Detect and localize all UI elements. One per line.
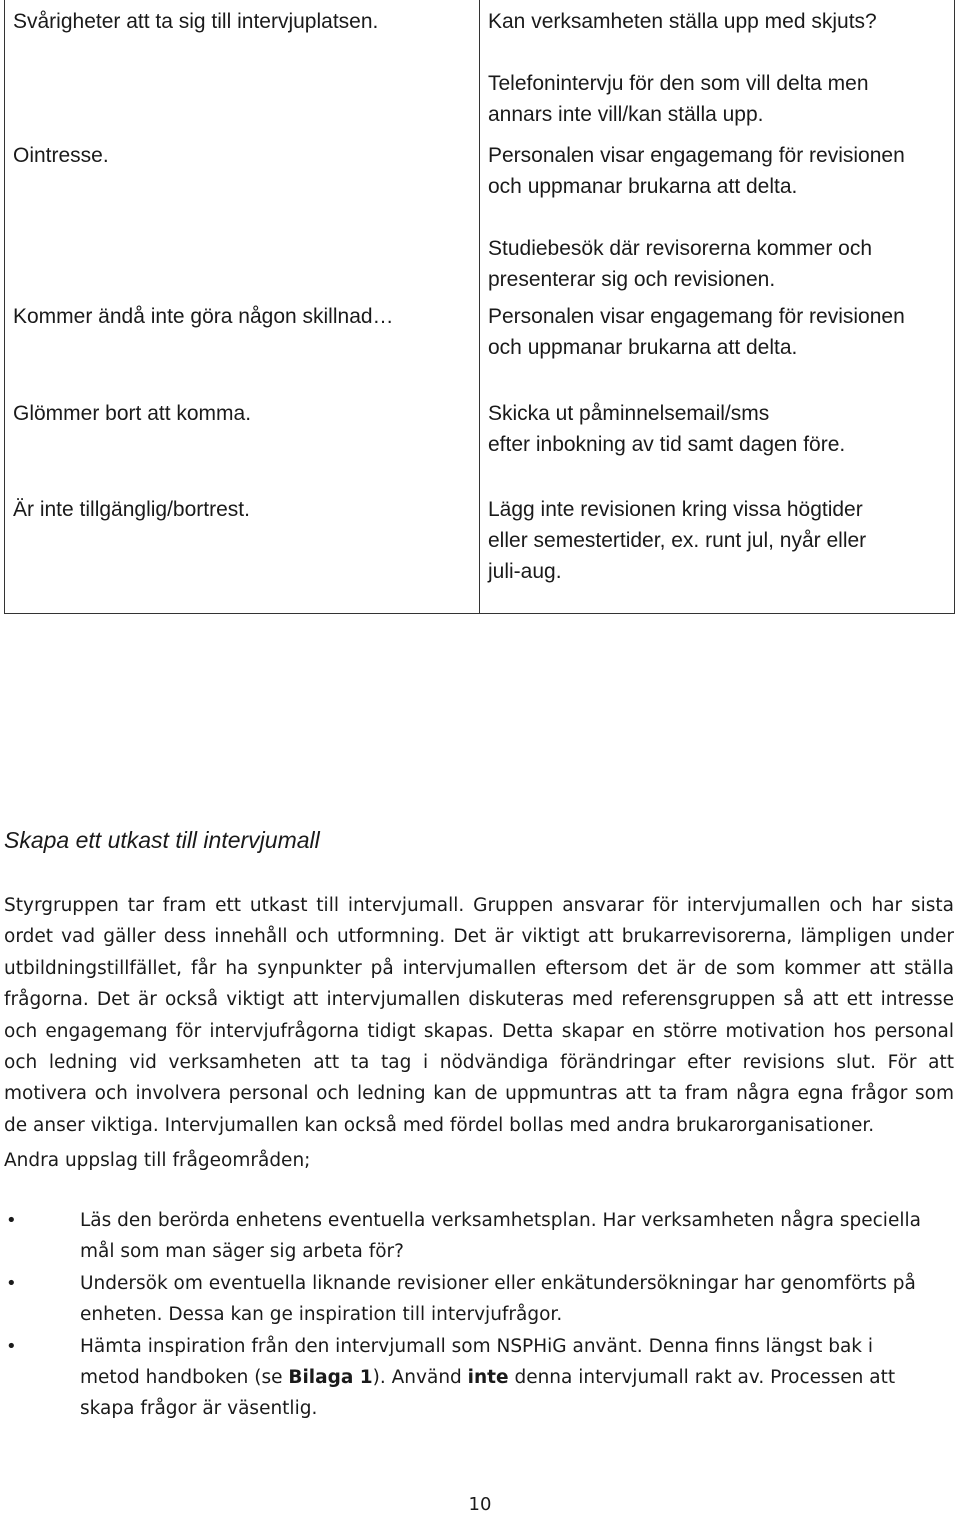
solution-text: Personalen visar engagemang för revisionen och uppmanar brukarna att delta. Studiebesök där revisorerna kommer och presenterar sig och revisionen. (488, 144, 905, 291)
solution-cell (480, 134, 955, 295)
barriers-solutions-table (4, 0, 955, 614)
barrier-cell (5, 392, 480, 488)
barrier-text: Kommer ändå inte göra någon skillnad… (13, 305, 394, 328)
barrier-cell (5, 134, 480, 295)
table-row (5, 295, 955, 392)
bullet-icon: • (6, 1335, 17, 1357)
barrier-cell (5, 488, 480, 614)
table-row (5, 392, 955, 488)
section-heading: Skapa ett utkast till intervjumall (4, 827, 320, 853)
table-row (5, 488, 955, 614)
list-item (4, 1268, 934, 1331)
solution-text: Kan verksamheten ställa upp med skjuts? Telefonintervju för den som vill delta men annars inte vill/kan ställa upp. (488, 10, 877, 126)
solution-cell (480, 295, 955, 392)
barrier-text: Är inte tillgänglig/bortrest. (13, 498, 250, 521)
list-text-part: denna intervjumall rakt av. Processen att skapa frågor är väsentlig. (80, 1367, 896, 1420)
solution-text: Skicka ut påminnelsemail/sms efter inbokning av tid samt dagen före. (488, 402, 846, 456)
list-text-part: Hämta inspiration från den intervjumall som NSPHiG använt. Denna finns längst bak i metod handboken (se (80, 1335, 874, 1389)
barrier-text: Glömmer bort att komma. (13, 402, 252, 425)
table-row (5, 134, 955, 295)
emphasis-not: inte (467, 1367, 509, 1389)
solution-text: Personalen visar engagemang för revisionen och uppmanar brukarna att delta. (488, 305, 905, 359)
list-item-text: Undersök om eventuella liknande revisioner eller enkätundersökningar har genomförts på enheten. Dessa kan ge inspiration till intervjufrågor. (80, 1272, 916, 1326)
solution-cell (480, 488, 955, 614)
body-paragraph: Styrgruppen tar fram ett utkast till intervjumall. Gruppen ansvarar för intervjumallen och har sista ordet vad gäller dess innehåll och utformning. Det är viktigt att brukarrevisorerna, lämpligen under utbildningstillfället, får ha synpunkter på intervjumallen eftersom det är de som kommer att ställa frågorna. Det är också viktigt att intervjumallen diskuteras med referensgruppen så att ett intresse och engagemang för intervjufrågorna tidigt skapas. Detta skapar en större motivation hos personal och ledning vid verksamheten att ta tag i nödvändiga förändringar efter revisions slut. För att motivera och involvera personal och ledning kan de uppmuntras att ta fram några egna frågor som de anser viktiga. Intervjumallen kan också med fördel bollas med andra brukarorganisationer. (4, 895, 954, 1136)
barrier-cell (5, 295, 480, 392)
page-number: 10 (468, 1494, 492, 1515)
barrier-text: Svårigheter att ta sig till intervjuplatsen. (13, 10, 379, 33)
solution-cell (480, 0, 955, 134)
barrier-text: Ointresse. (13, 144, 109, 167)
barrier-cell (5, 0, 480, 134)
solution-text: Lägg inte revisionen kring vissa högtider eller semestertider, ex. runt jul, nyår eller juli-aug. (488, 498, 867, 583)
table-row (5, 0, 955, 134)
list-item (4, 1205, 934, 1268)
solution-cell (480, 392, 955, 488)
appendix-reference: Bilaga 1 (288, 1367, 373, 1389)
suggestion-list (4, 1205, 934, 1425)
list-text-part: ). Använd (372, 1367, 468, 1389)
bullet-icon: • (6, 1272, 17, 1294)
list-lead-in: Andra uppslag till frågeområden; (4, 1150, 311, 1171)
list-item-text: Läs den berörda enhetens eventuella verksamhetsplan. Har verksamheten några speciella mål som man säger sig arbeta för? (80, 1210, 921, 1263)
list-item-text (80, 1336, 895, 1420)
list-item (4, 1331, 934, 1425)
bullet-icon: • (6, 1210, 17, 1231)
